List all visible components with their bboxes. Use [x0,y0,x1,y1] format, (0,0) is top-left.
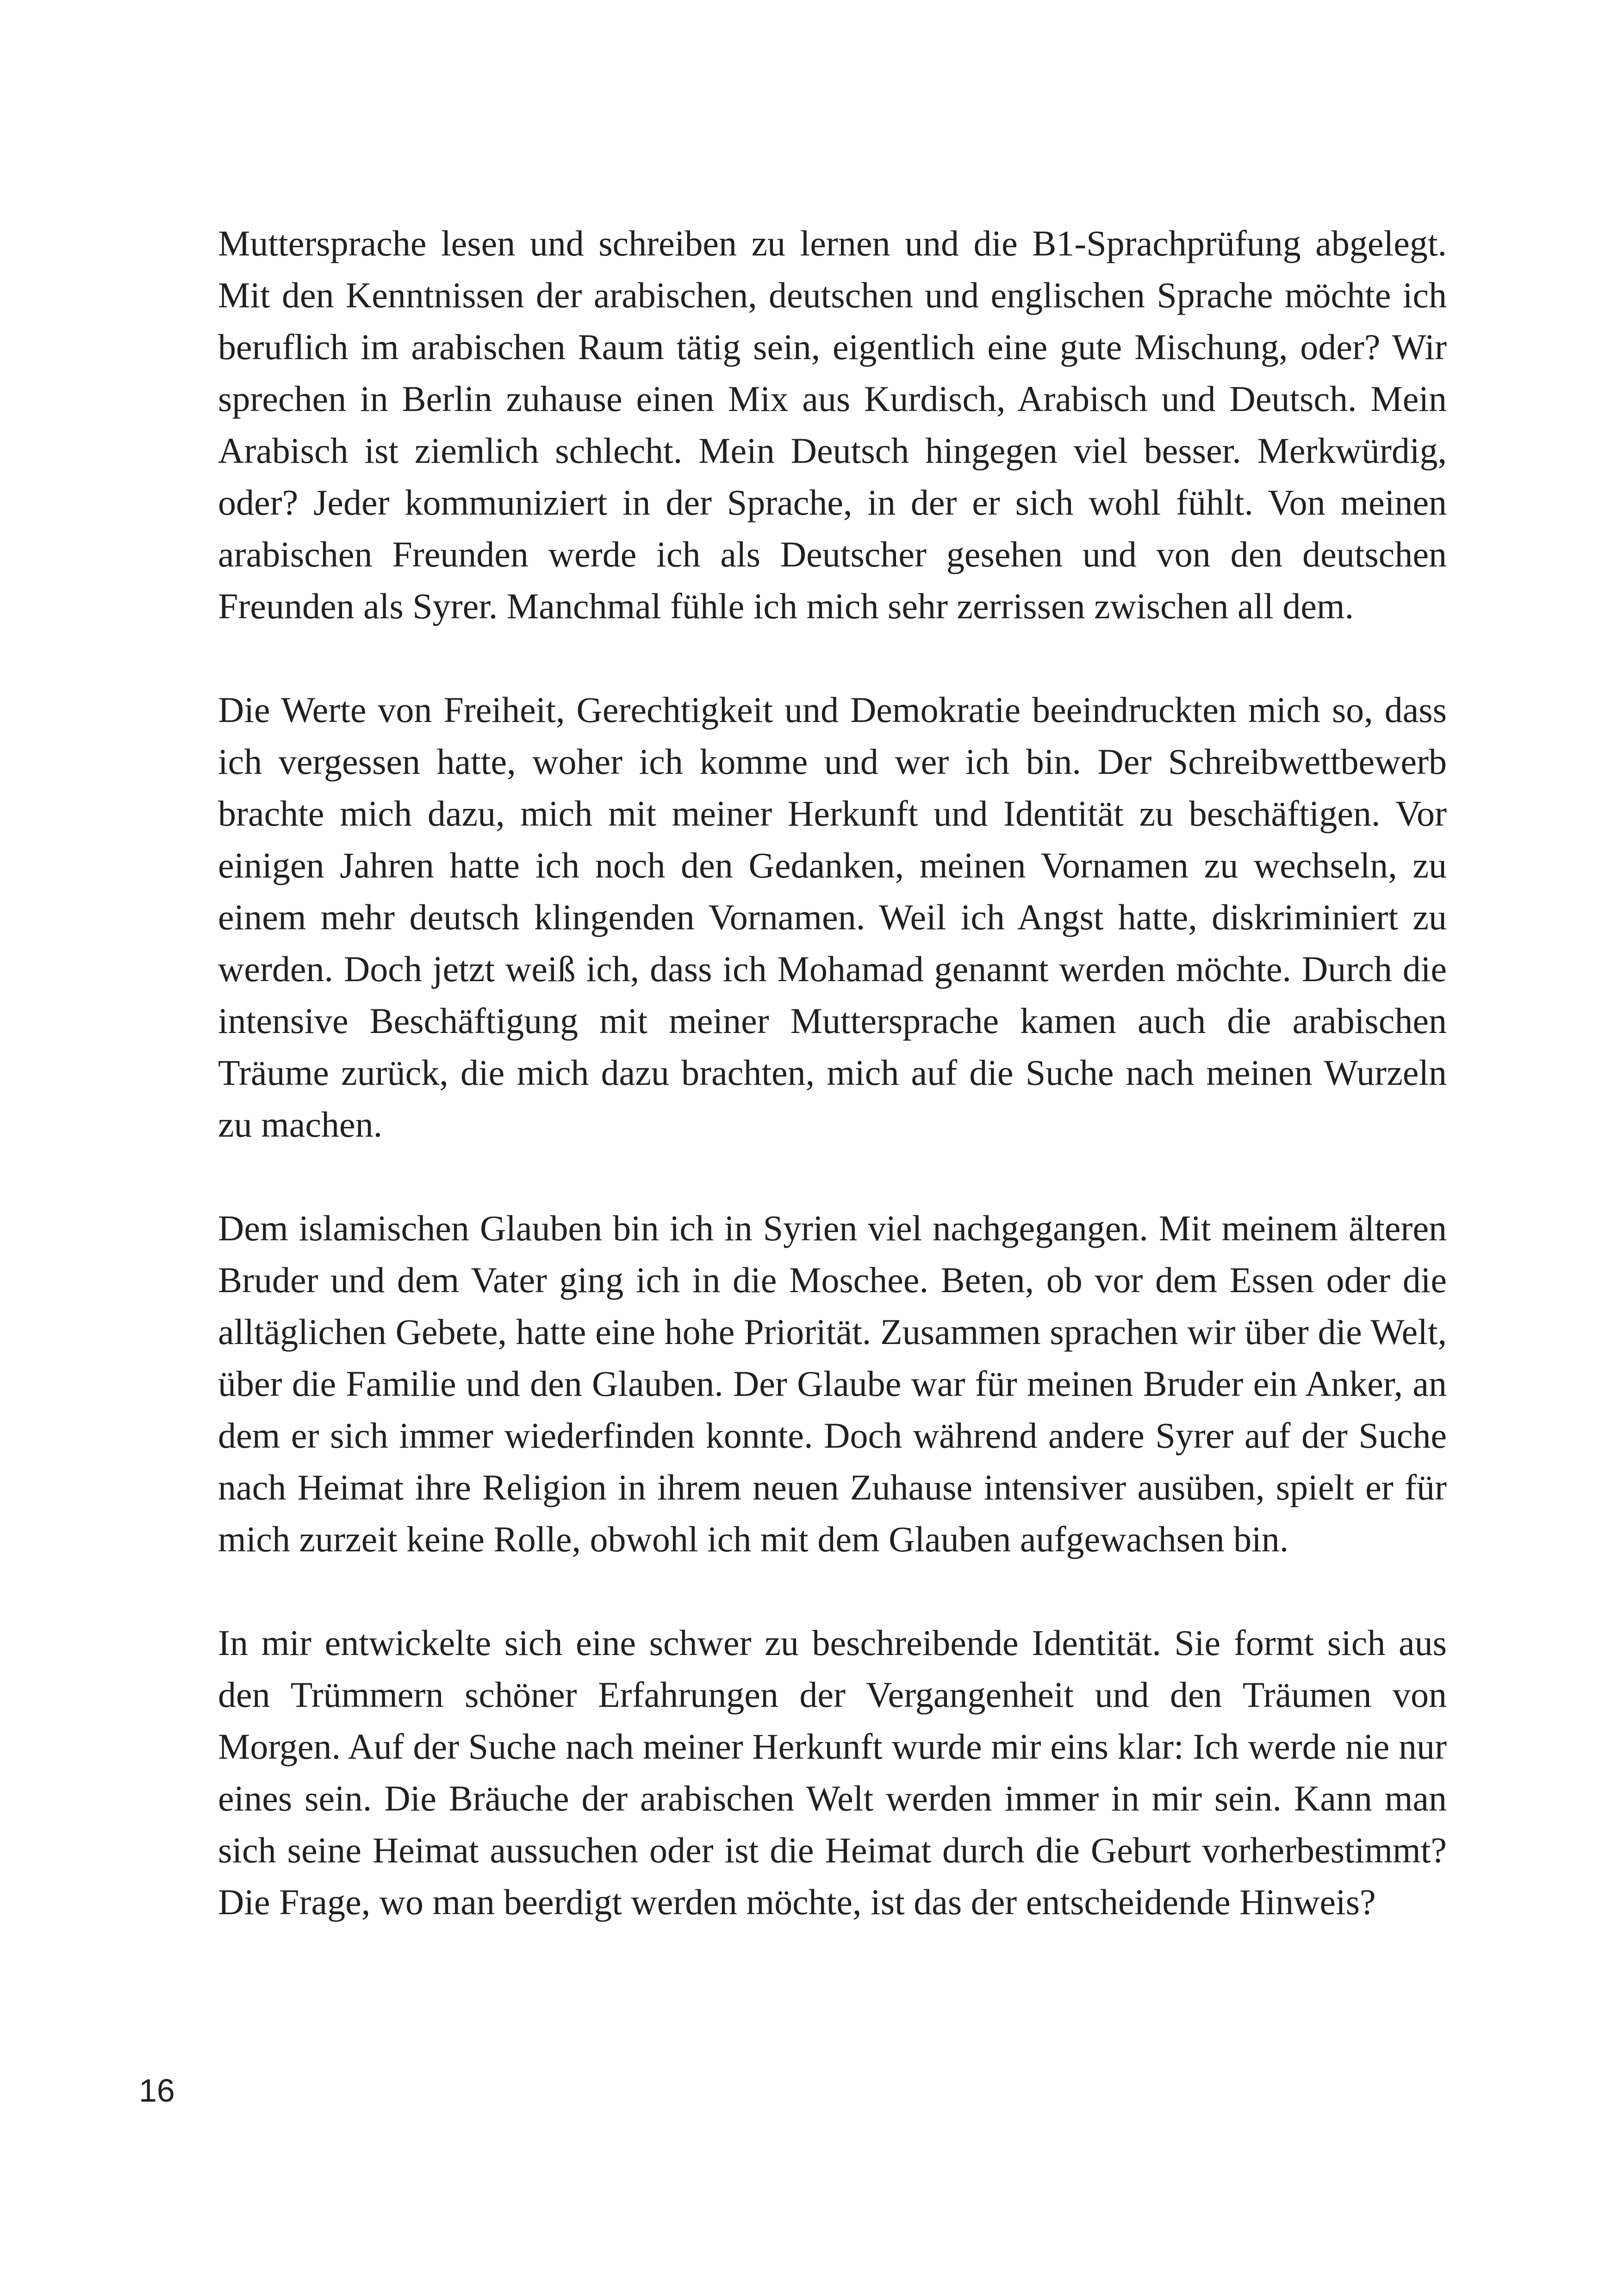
body-text [218,218,1447,1928]
paragraph-2: Die Werte von Freiheit, Gerechtigkeit und Demokratie beeindruckten mich so, dass ich vergessen hatte, woher ich komme und wer ich bin. Der Schreibwettbewerb brachte mich dazu, mich mit meiner Herkunft und Identität zu beschäftigen. Vor einigen Jahren hatte ich noch den Gedanken, meinen Vornamen zu wechseln, zu einem mehr deutsch klingenden Vornamen. Weil ich Angst hatte, diskriminiert zu werden. Doch jetzt weiß ich, dass ich Mohamad genannt werden möchte. Durch die intensive Beschäftigung mit meiner Muttersprache kamen auch die arabischen Träume zurück, die mich dazu brachten, mich auf die Suche nach meinen Wurzeln zu machen. [218,690,1447,1145]
page-number: 16 [139,2072,175,2109]
paragraph-3: Dem islamischen Glauben bin ich in Syrien viel nachgegangen. Mit meinem älteren Bruder und dem Vater ging ich in die Moschee. Beten, ob vor dem Essen oder die alltäglichen Gebete, hatte eine hohe Priorität. Zusammen sprachen wir über die Welt, über die Familie und den Glauben. Der Glaube war für meinen Bruder ein Anker, an dem er sich immer wiederfinden konnte. Doch während andere Syrer auf der Suche nach Heimat ihre Religion in ihrem neuen Zuhause intensiver ausüben, spielt er für mich zurzeit keine Rolle, obwohl ich mit dem Glauben aufgewachsen bin. [218,1208,1447,1559]
paragraph-1: Muttersprache lesen und schreiben zu lernen und die B1-Sprachprüfung abgelegt. Mit den Kenntnissen der arabischen, deutschen und englischen Sprache möchte ich beruflich im arabischen Raum tätig sein, eigentlich eine gute Mischung, oder? Wir sprechen in Berlin zuhause einen Mix aus Kurdisch, Arabisch und Deutsch. Mein Arabisch ist ziemlich schlecht. Mein Deutsch hingegen viel besser. Merkwürdig, oder? Jeder kommuniziert in der Sprache, in der er sich wohl fühlt. Von meinen arabischen Freunden werde ich als Deutscher gesehen und von den deutschen Freunden als Syrer. Manchmal fühle ich mich sehr zerrissen zwischen all dem. [218,223,1447,626]
paragraph-4: In mir entwickelte sich eine schwer zu beschreibende Identität. Sie formt sich aus den Trümmern schöner Erfahrungen der Vergangenheit und den Träumen von Morgen. Auf der Suche nach meiner Herkunft wurde mir eins klar: Ich werde nie nur eines sein. Die Bräuche der arabischen Welt werden immer in mir sein. Kann man sich seine Heimat aussuchen oder ist die Heimat durch die Geburt vorherbestimmt? Die Frage, wo man beerdigt werden möchte, ist das der entscheidende Hinweis? [218,1623,1447,1922]
